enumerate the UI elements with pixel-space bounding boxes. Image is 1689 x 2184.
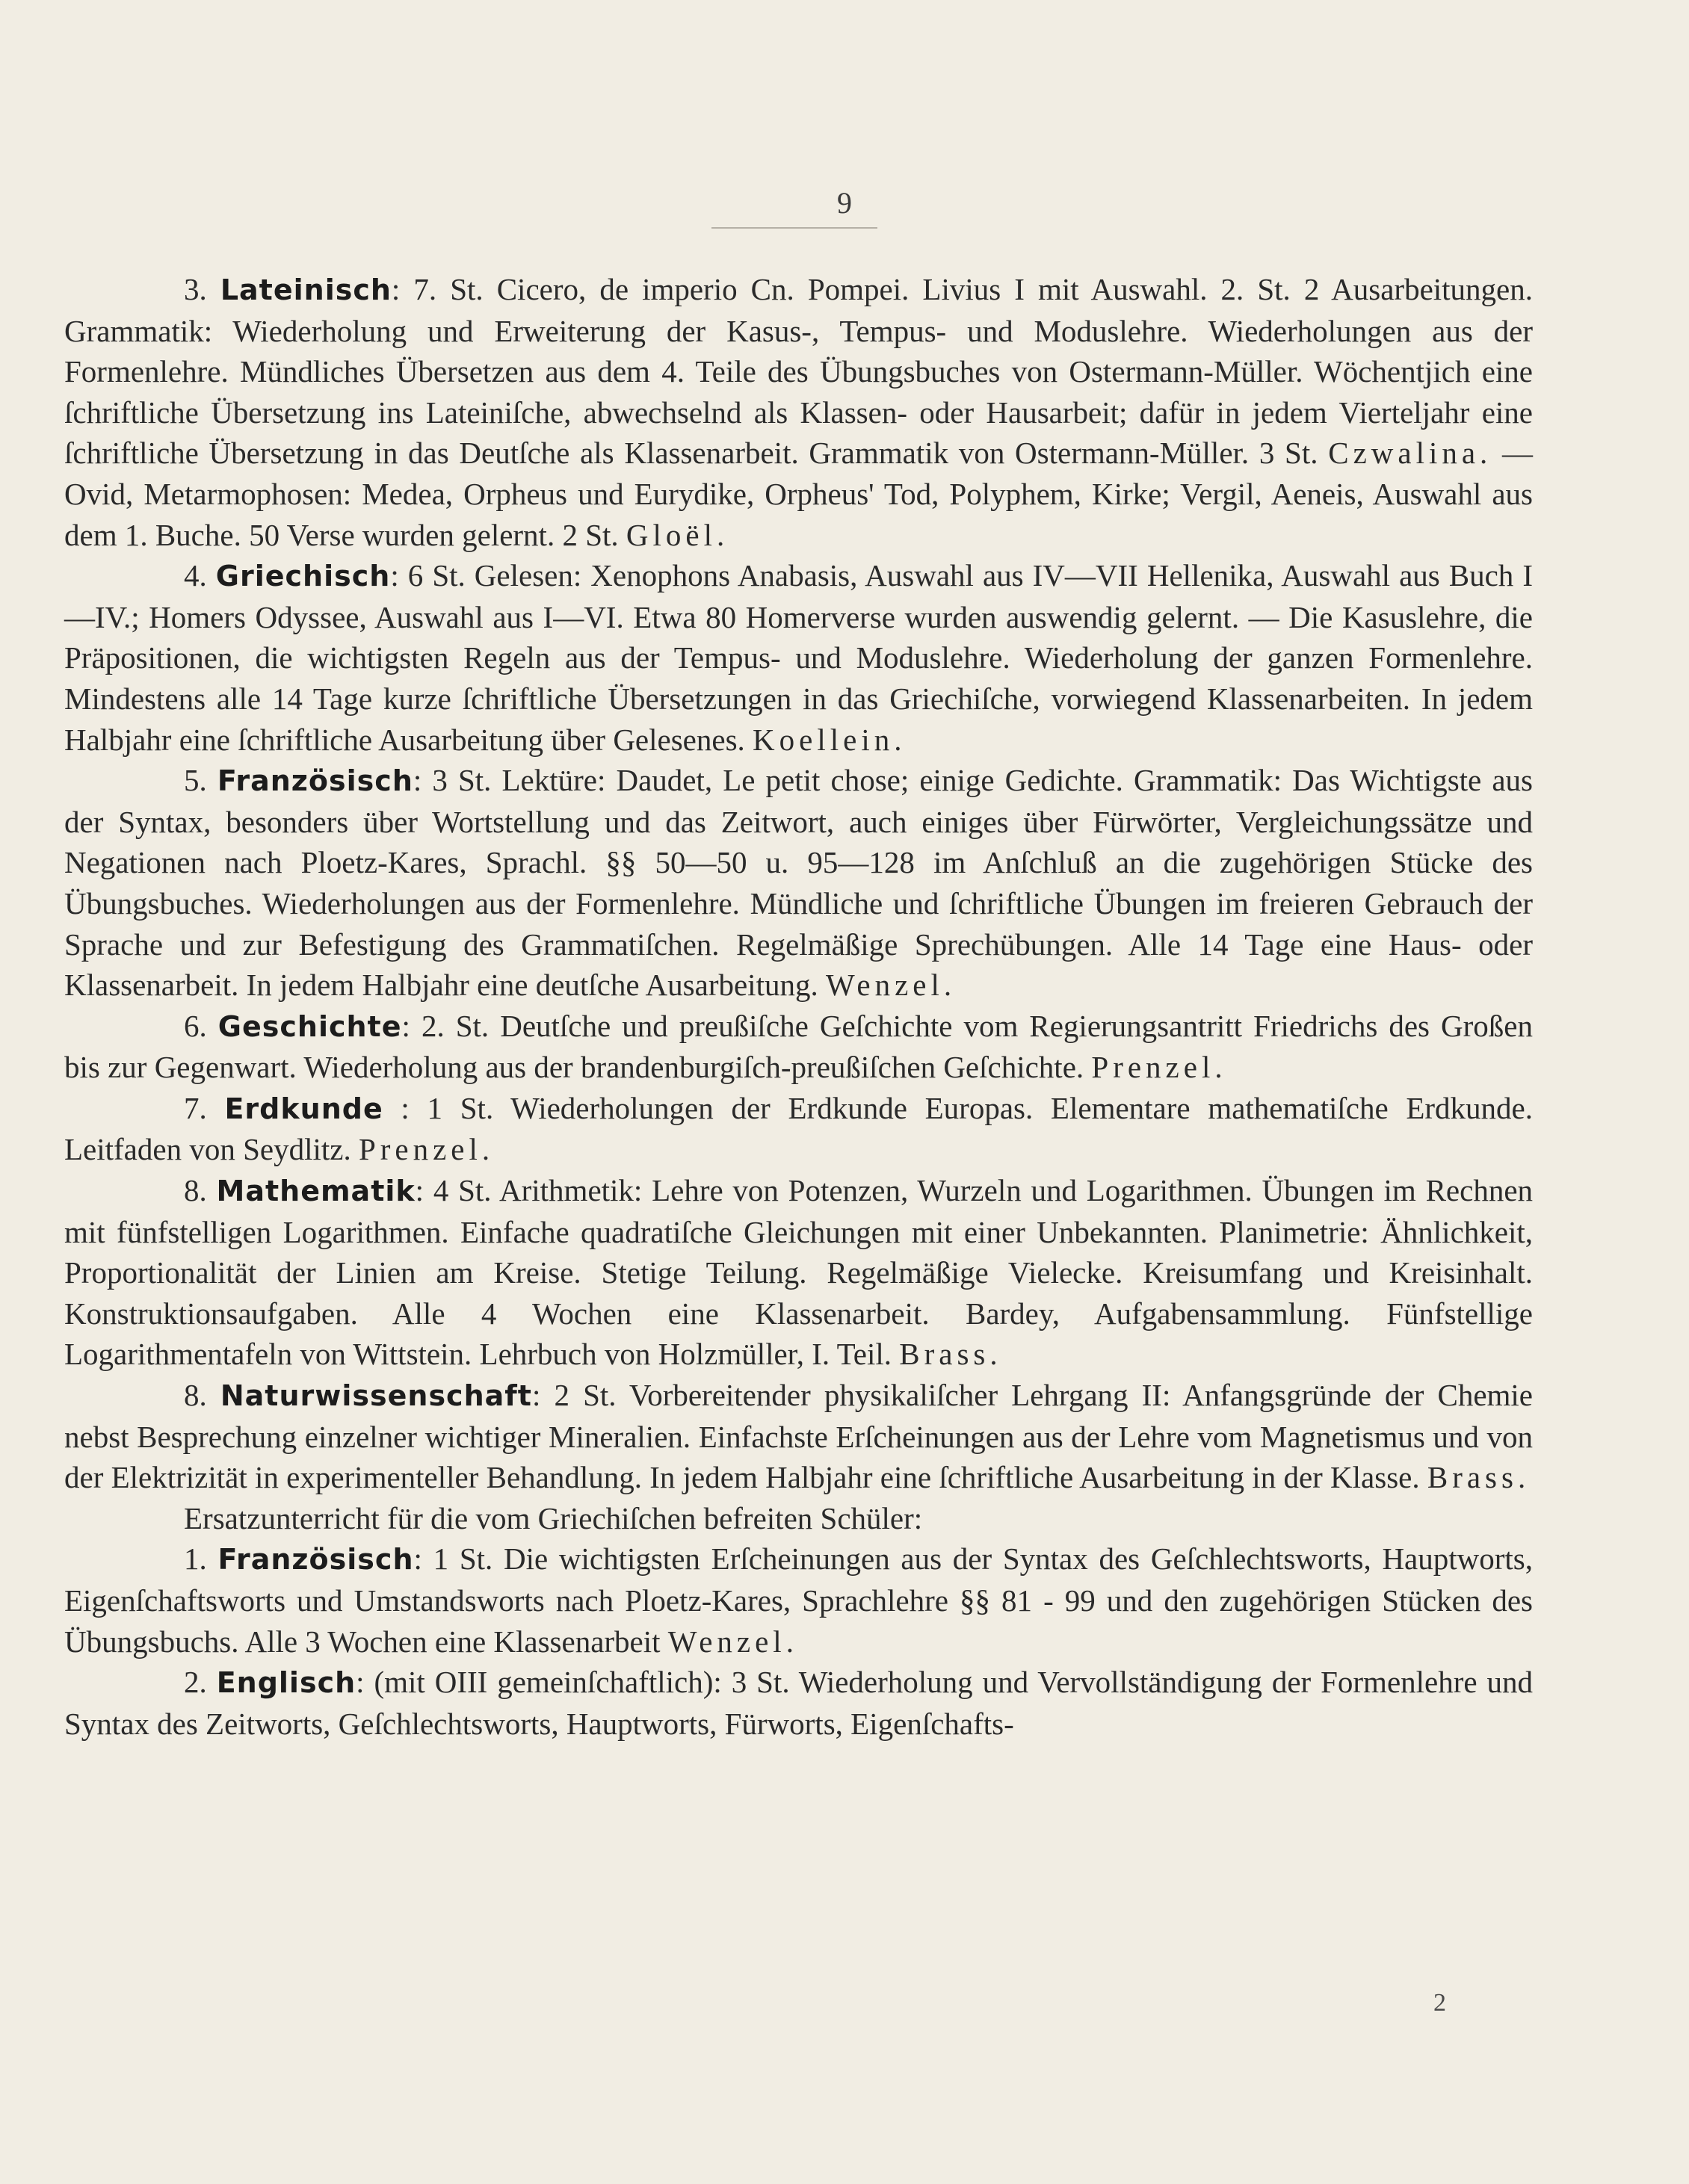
section-griechisch bbox=[64, 555, 1533, 760]
body-text bbox=[64, 269, 1533, 1744]
teacher-name: Wenzel. bbox=[825, 968, 957, 1003]
subject-heading: Französisch bbox=[217, 1543, 414, 1577]
subject-heading: Französisch bbox=[217, 764, 413, 798]
section-number: 7. bbox=[184, 1090, 207, 1125]
section-geschichte bbox=[64, 1006, 1533, 1088]
section-number: 3. bbox=[184, 272, 207, 306]
section-text: 4 St. Arithmetik: Lehre von Potenzen, Wurzeln und Logarithmen. Übungen im Rechnen mit fünfstelligen Logarithmen. Einfache quadratiſche Gleichungen mit einer Unbekannten. Planimetrie: Ähnlichkeit, Proportionalität der Linien am Kreise. Stetige Teilung. Regelmäßige Vielecke. Kreisumfang und Kreisinhalt. Konstruktionsaufgaben. Alle 4 Wochen eine Klassenarbeit. Bardey, Aufgabensammlung. Fünfstellige Logarithmentafeln von Wittstein. Lehrbuch von Holzmüller, I. Teil. bbox=[64, 1173, 1534, 1372]
section-text: 7. St. Cicero, de imperio Cn. Pompei. Livius I mit Auswahl. 2. St. 2 Ausarbeitungen. Grammatik: Wiederholung und Erweiterung der Kasus-, Tempus- und Moduslehre. Wiederholungen aus der Formenlehre. Mündliches Übersetzen aus dem 4. Teile des Übungsbuches von Ostermann-Müller. Wöchentjich eine ſchriftliche Übersetzung ins Lateiniſche, abwechselnd als Klassen- oder Hausarbeit; dafür in jedem Vierteljahr eine ſchriftliche Übersetzung in das Deutſche als Klassenarbeit. Grammatik von Ostermann-Müller. 3 St. bbox=[64, 272, 1534, 471]
section-number: 6. bbox=[184, 1008, 207, 1043]
teacher-name: Wenzel. bbox=[667, 1624, 798, 1659]
separator: : bbox=[401, 1008, 410, 1043]
printer-signature: 2 bbox=[1433, 1989, 1446, 2017]
ersatz-franzoesisch bbox=[64, 1538, 1533, 1662]
section-number: 8. bbox=[184, 1378, 207, 1413]
section-mathematik bbox=[64, 1170, 1533, 1375]
page-number-rule bbox=[711, 227, 877, 229]
separator: : bbox=[391, 272, 401, 306]
section-text: 3 St. Lektüre: Daudet, Le petit chose; einige Gedichte. Grammatik: Das Wichtigste aus der Syntax, besonders über Wortstellung und das Zeitwort, auch einiges über Fürwörter, Vergleichungssätze und Negationen nach Ploetz-Kares, Sprachl. §§ 50—50 u. 95—128 im Anſchluß an die zugehörigen Stücke des Übungsbuches. Wiederholungen aus der Formenlehre. Mündliche und ſchriftliche Übungen im freieren Gebrauch der Sprache und zur Befestigung des Grammatiſchen. Regelmäßige Sprechübungen. Alle 14 Tage eine Haus- oder Klassenarbeit. In jedem Halbjahr eine deutſche Ausarbeitung. bbox=[64, 763, 1533, 1003]
section-text: 6 St. Gelesen: Xenophons Anabasis, Auswahl aus IV—VII Hellenika, Auswahl aus Buch I—IV.; Homers Odyssee, Auswahl aus I—VI. Etwa 80 Homerverse wurden auswendig gelernt. — Die Kasuslehre, die Präpositionen, die wichtigsten Regeln aus der Tempus- und Moduslehre. Wiederholung der ganzen Formenlehre. Mindestens alle 14 Tage kurze ſchriftliche Übersetzungen in das Griechiſche, vorwiegend Klassenarbeiten. In jedem Halbjahr eine ſchriftliche Ausarbeitung über Gelesenes. bbox=[64, 558, 1534, 757]
section-text: 1 St. Die wichtigsten Erſcheinungen aus der Syntax des Geſchlechtsworts, Hauptworts, Eigenſchaftsworts und Umstandsworts nach Ploetz-Kares, Sprachlehre §§ 81 - 99 und den zugehörigen Stücken des Übungsbuchs. Alle 3 Wochen eine Klassenarbeit bbox=[64, 1541, 1534, 1659]
teacher-name: Koellein. bbox=[753, 722, 907, 757]
section-number: 4. bbox=[184, 558, 207, 593]
section-text: 2. St. Deutſche und preußiſche Geſchichte vom Regierungsantritt Friedrichs des Großen bis zur Gegenwart. Wiederholung aus der brandenburgiſch-preußiſchen Geſchichte. bbox=[64, 1008, 1534, 1085]
teacher-name: Brass. bbox=[1427, 1460, 1531, 1495]
ersatz-heading: Ersatzunterricht für die vom Griechiſchen befreiten Schüler: bbox=[184, 1500, 923, 1535]
section-number: 2. bbox=[184, 1665, 207, 1700]
separator: : bbox=[415, 1173, 424, 1208]
teacher-name: Prenzel. bbox=[358, 1132, 495, 1167]
section-text-continued: — Ovid, Metarmophosen: Medea, Orpheus und Eurydike, Orpheus' Tod, Polyphem, Kirke; Vergil, Aeneis, Auswahl aus dem 1. Buche. 50 Verse wurden gelernt. 2 St. bbox=[64, 436, 1534, 552]
teacher-name: Czwalina. bbox=[1328, 436, 1492, 471]
separator: : bbox=[356, 1665, 365, 1700]
separator: : bbox=[531, 1378, 541, 1413]
section-number: 5. bbox=[184, 763, 207, 798]
section-text: 2 St. Vorbereitender physikaliſcher Lehrgang II: Anfangsgründe der Chemie nebst Besprechung einzelner wichtiger Mineralien. Einfachste Erſcheinungen aus der Lehre vom Magnetismus und von der Elektrizität in experimenteller Behandlung. In jedem Halbjahr eine ſchriftliche Ausarbeitung in der Klasse. bbox=[64, 1378, 1533, 1495]
separator: : bbox=[413, 1541, 422, 1577]
subject-heading: Naturwissenschaft bbox=[220, 1379, 532, 1413]
separator: : bbox=[413, 763, 422, 798]
separator: : bbox=[390, 558, 399, 593]
section-naturwissenschaft bbox=[64, 1375, 1533, 1498]
section-lateinisch bbox=[64, 269, 1533, 555]
section-franzoesisch bbox=[64, 760, 1533, 1006]
subject-heading: Erdkunde bbox=[224, 1092, 383, 1125]
section-text: (mit OIII gemeinſchaftlich): 3 St. Wiederholung und Vervollständigung der Formenlehre und Syntax des Zeitworts, Geſchlechtsworts, Hauptworts, Fürworts, Eigenſchafts- bbox=[64, 1665, 1534, 1741]
subject-heading: Mathematik bbox=[216, 1175, 416, 1208]
section-erdkunde bbox=[64, 1088, 1533, 1170]
subject-heading: Lateinisch bbox=[220, 273, 392, 306]
ersatz-englisch bbox=[64, 1662, 1533, 1744]
section-text: 1 St. Wiederholungen der Erdkunde Europas. Elementare mathematiſche Erdkunde. Leitfaden von Seydlitz. bbox=[64, 1090, 1533, 1167]
page-number: 9 bbox=[837, 186, 852, 220]
separator: : bbox=[383, 1090, 410, 1125]
subject-heading: Griechisch bbox=[215, 560, 391, 593]
subject-heading: Englisch bbox=[216, 1666, 356, 1700]
teacher-name: Prenzel. bbox=[1091, 1050, 1227, 1085]
teacher-name: Brass. bbox=[899, 1337, 1002, 1372]
section-number: 1. bbox=[184, 1541, 207, 1577]
section-number: 8. bbox=[184, 1173, 207, 1208]
teacher-name: Gloël. bbox=[626, 517, 729, 552]
subject-heading: Geschichte bbox=[217, 1009, 402, 1043]
